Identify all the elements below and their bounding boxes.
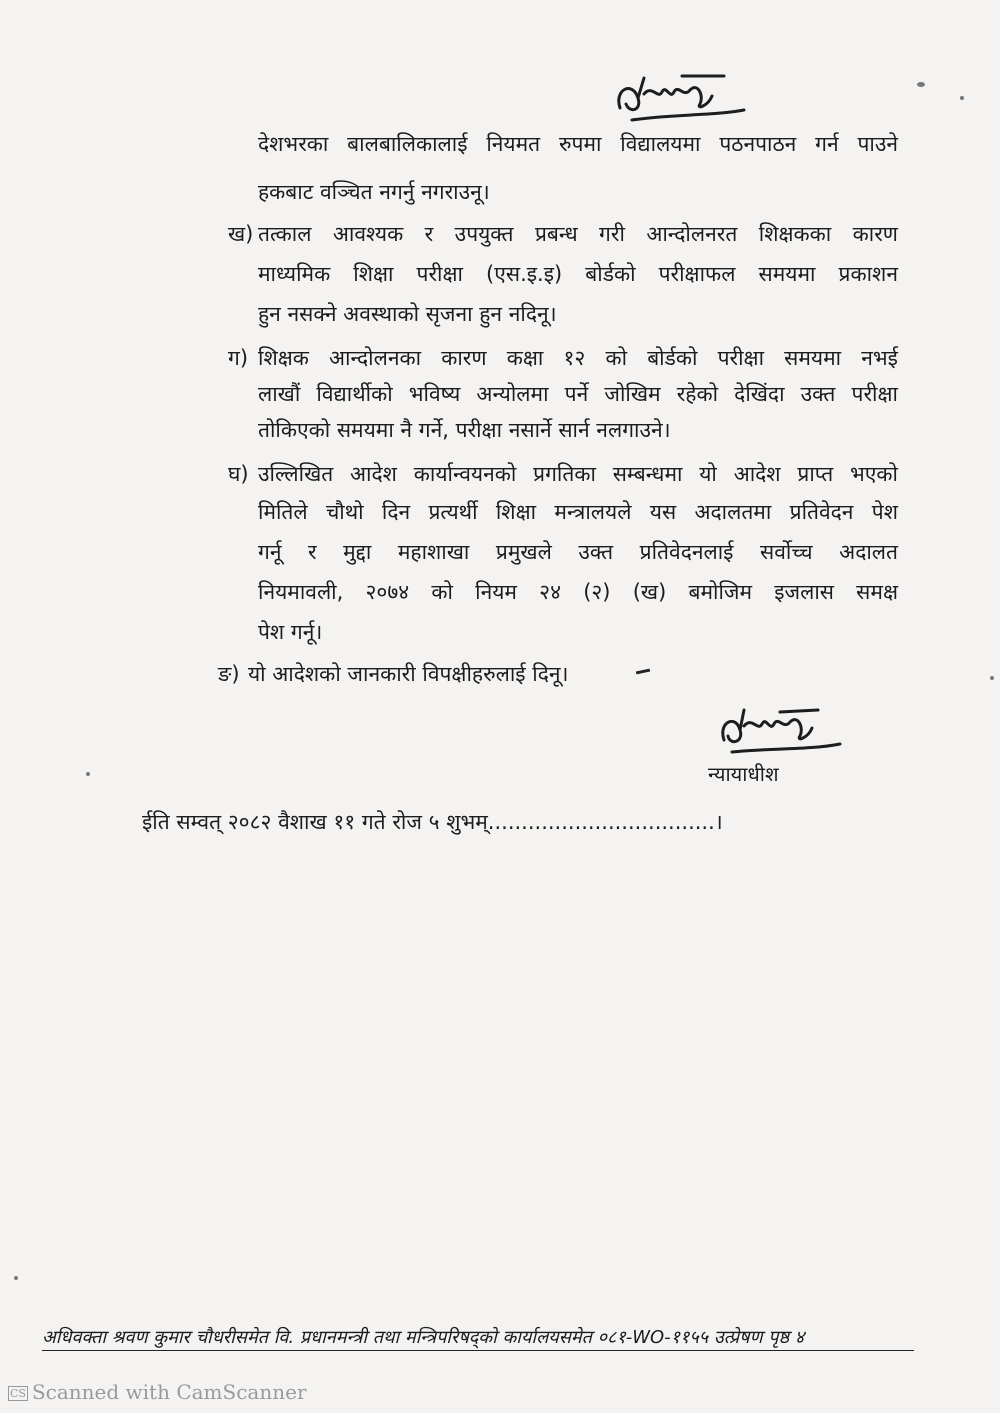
item-gha-line-2: मितिले चौथो दिन प्रत्यर्थी शिक्षा मन्त्रालयले यस अदालतमा प्रतिवेदन पेश xyxy=(258,500,898,524)
camscanner-watermark xyxy=(8,1380,307,1404)
date-line: ईति सम्वत् २०८२ वैशाख ११ गते रोज ५ शुभम्..................................। xyxy=(142,810,723,834)
page-footer: अधिवक्ता श्रवण कुमार चौधरीसमेत वि. प्रधानमन्त्री तथा मन्त्रिपरिषद्को कार्यालयसमेत ०८१-WO-११५५ उत्प्रेषण पृष्ठ ४ xyxy=(42,1325,914,1351)
scan-speck xyxy=(960,96,964,100)
scan-speck xyxy=(14,1276,18,1280)
item-gha-line-4: नियमावली, २०७४ को नियम २४ (२) (ख) बमोजिम इजलास समक्ष xyxy=(258,580,898,604)
top-signature xyxy=(612,70,752,130)
continuation-line-1: देशभरका बालबालिकालाई नियमत रुपमा विद्यालयमा पठनपाठन गर्न पाउने xyxy=(258,132,898,156)
item-ga-line-2: लाखौं विद्यार्थीको भविष्य अन्योलमा पर्ने जोखिम रहेको देखिंदा उक्त परीक्षा xyxy=(258,382,898,406)
item-kha-line-2: माध्यमिक शिक्षा परीक्षा (एस.इ.इ) बोर्डको परीक्षाफल समयमा प्रकाशन xyxy=(258,262,898,286)
item-nga-marker: ङ) xyxy=(218,662,240,686)
item-ga-line-1: शिक्षक आन्दोलनका कारण कक्षा १२ को बोर्डको परीक्षा समयमा नभई xyxy=(258,346,898,370)
item-gha-line-5: पेश गर्नू। xyxy=(258,620,323,644)
camscanner-badge: CS xyxy=(10,1387,26,1400)
item-gha-line-3: गर्नू र मुद्दा महाशाखा प्रमुखले उक्त प्रतिवेदनलाई सर्वोच्च अदालत xyxy=(258,540,898,564)
stray-dash-mark xyxy=(636,669,650,675)
continuation-line-2: हकबाट वञ्चित नगर्नु नगराउनू। xyxy=(258,180,490,204)
item-kha-line-3: हुन नसक्ने अवस्थाको सृजना हुन नदिनू। xyxy=(258,302,557,326)
scan-speck xyxy=(990,676,994,680)
item-gha-marker: घ) xyxy=(228,462,249,486)
item-kha-marker: ख) xyxy=(228,222,254,246)
judge-signature xyxy=(714,700,844,762)
item-ga-line-3: तोकिएको समयमा नै गर्ने, परीक्षा नसार्ने सार्न नलगाउने। xyxy=(258,418,671,442)
item-nga-line-1: यो आदेशको जानकारी विपक्षीहरुलाई दिनू। xyxy=(248,662,569,686)
camscanner-text: Scanned with CamScanner xyxy=(31,1380,307,1404)
judge-title: न्यायाधीश xyxy=(708,762,779,786)
scan-speck xyxy=(86,772,90,776)
scan-speck xyxy=(917,82,925,87)
item-kha-line-1: तत्काल आवश्यक र उपयुक्त प्रबन्ध गरी आन्दोलनरत शिक्षकका कारण xyxy=(258,222,898,246)
item-ga-marker: ग) xyxy=(228,346,249,370)
item-gha-line-1: उल्लिखित आदेश कार्यान्वयनको प्रगतिका सम्बन्धमा यो आदेश प्राप्त भएको xyxy=(258,462,898,486)
